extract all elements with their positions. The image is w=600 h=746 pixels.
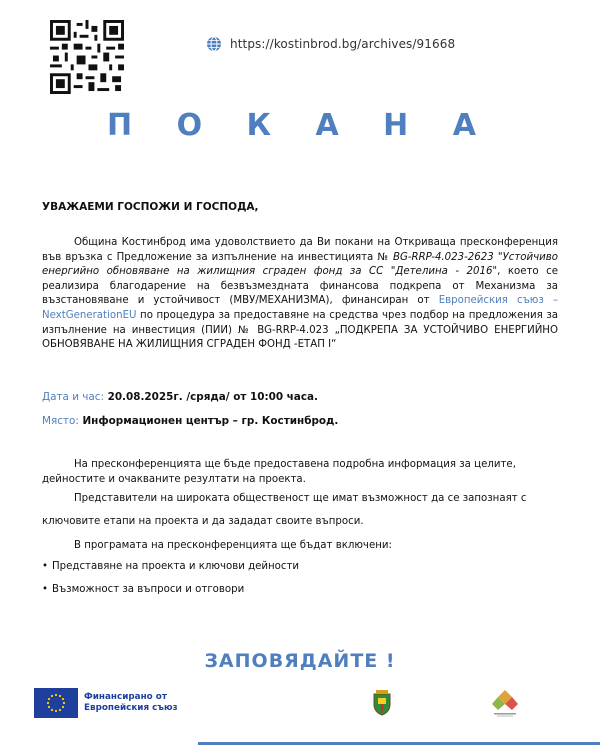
- main-paragraph-part1: Община Костинброд има удоволствието да Ви покани на Откриваща пресконференция във връзка с Предложение за изпълнение на инвестицията №: [42, 237, 558, 263]
- list-item-text: Възможност за въпроси и отговори: [52, 584, 245, 595]
- place-value: Информационен център – гр. Костинброд.: [78, 415, 339, 427]
- date-time-value: 20.08.2025г. /сряда/ от 10:00 часа.: [103, 391, 318, 403]
- greeting: УВАЖАЕМИ ГОСПОЖИ И ГОСПОДА,: [42, 201, 259, 213]
- program-intro-text: В програмата на пресконференцията ще бъдат включени:: [74, 540, 392, 551]
- document-title: П О К А Н А: [107, 108, 493, 143]
- bullet-icon: •: [42, 561, 49, 572]
- public-paragraph-line2: ключовите етапи на проекта и да зададат своите въпроси.: [42, 516, 364, 527]
- date-time-label: Дата и час:: [42, 391, 104, 403]
- details-text: На пресконференцията ще бъде предоставена подробна информация за целите, дейностите и очакваните резултати на проекта.: [42, 459, 516, 485]
- main-paragraph-part2: , което се реализира благодарение на безвъзмездната финансова подкрепа от Механизма за възстановяване и устойчивост (МВУ/МЕХАНИЗМА), финансиран от: [42, 266, 558, 307]
- main-paragraph: [42, 236, 558, 353]
- list-item: [42, 561, 299, 572]
- footer-divider: [198, 742, 600, 745]
- public-paragraph-line1: [42, 492, 558, 507]
- list-item: [42, 584, 244, 595]
- details-paragraph: [42, 458, 558, 487]
- date-time-line: [42, 391, 318, 403]
- eu-flag-icon: [34, 688, 78, 718]
- partner-logo-icon: [488, 688, 522, 718]
- main-paragraph-part3: по процедура за предоставяне на средства чрез подбор на предложения за изпълнение на инвестиция (ПИИ) № BG-RRP-4.023 „ПОДКРЕПА ЗА УСТОЙЧИВО ЕНЕРГИЙНО ОБНОВЯВАНЕ НА ЖИЛИЩНИЯ СГРАДЕН ФОНД -ЕТАП I“: [42, 309, 558, 351]
- eu-funding-text: [84, 692, 178, 714]
- globe-icon: [206, 36, 222, 52]
- qr-code-icon: [50, 20, 124, 94]
- source-url-row[interactable]: [206, 36, 455, 52]
- public-text-line1: Представители на широката общественост ще имат възможност да се запознаят с: [74, 493, 527, 504]
- place-label: Място:: [42, 415, 79, 427]
- bullet-icon: •: [42, 584, 49, 595]
- list-item-text: Представяне на проекта и ключови дейности: [52, 561, 300, 572]
- eu-link[interactable]: Европейския съюз – NextGenerationEU: [42, 295, 558, 321]
- investment-title: BG-RRP-4.023-2623 "Устойчиво енергийно обновяване на жилищния сграден фонд за СС "Детелина - 2016": [42, 251, 558, 278]
- welcome-heading: ЗАПОВЯДАЙТЕ !: [204, 650, 396, 672]
- program-intro: [42, 539, 558, 554]
- source-url-link[interactable]: https://kostinbrod.bg/archives/91668: [230, 37, 456, 51]
- eu-funding-line1: Финансирано от: [84, 692, 167, 702]
- place-line: [42, 415, 338, 427]
- eu-funding-line2: Европейския съюз: [84, 703, 178, 713]
- municipality-crest-icon: [372, 690, 392, 716]
